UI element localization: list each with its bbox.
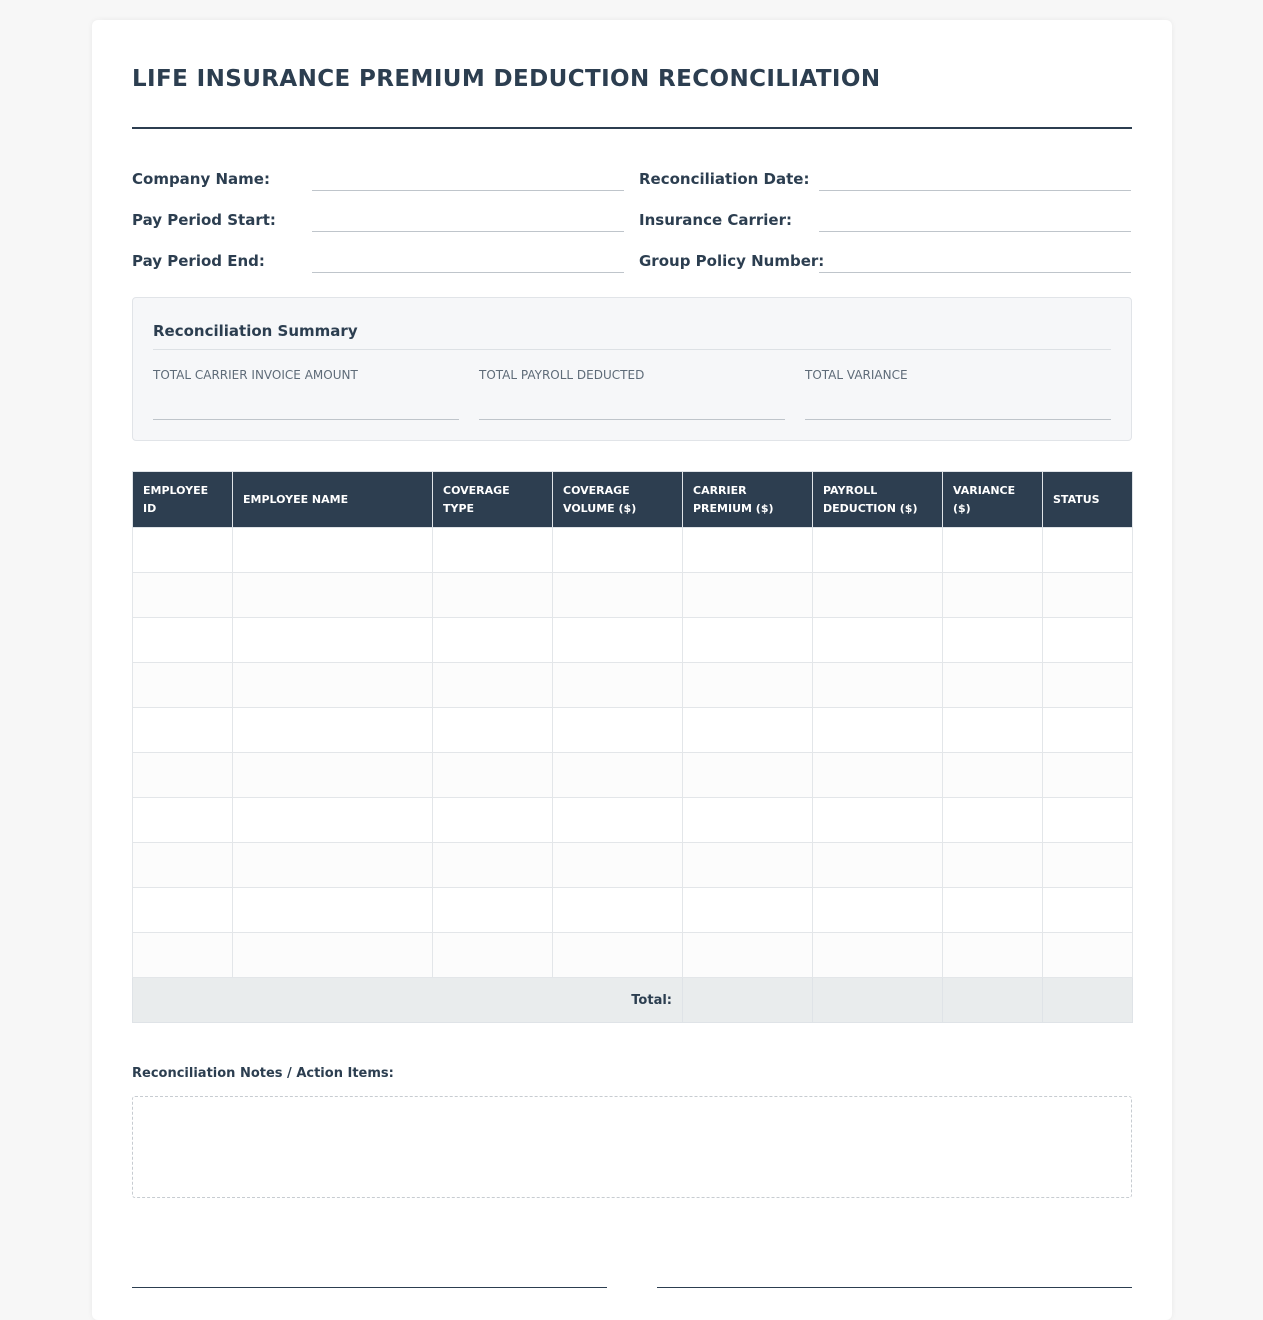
table-cell[interactable] — [683, 933, 813, 978]
table-row — [133, 708, 1133, 753]
table-cell[interactable] — [943, 708, 1043, 753]
table-cell[interactable] — [133, 933, 233, 978]
table-cell[interactable] — [813, 843, 943, 888]
pay-period-start-field[interactable] — [132, 203, 624, 233]
table-cell[interactable] — [813, 663, 943, 708]
table-cell[interactable] — [813, 888, 943, 933]
table-cell[interactable] — [133, 663, 233, 708]
table-cell[interactable] — [1043, 753, 1133, 798]
notes-textarea[interactable] — [132, 1096, 1132, 1198]
table-cell[interactable] — [943, 528, 1043, 573]
table-cell[interactable] — [943, 888, 1043, 933]
table-cell[interactable] — [1043, 708, 1133, 753]
table-cell[interactable] — [433, 528, 553, 573]
table-cell[interactable] — [813, 933, 943, 978]
table-cell[interactable] — [433, 573, 553, 618]
col-header-employee-name: EMPLOYEE NAME — [233, 472, 433, 528]
table-cell[interactable] — [553, 933, 683, 978]
table-cell[interactable] — [683, 798, 813, 843]
table-cell[interactable] — [233, 528, 433, 573]
table-cell[interactable] — [133, 528, 233, 573]
table-cell[interactable] — [433, 798, 553, 843]
table-cell[interactable] — [133, 708, 233, 753]
table-cell[interactable] — [433, 753, 553, 798]
notes-label: Reconciliation Notes / Action Items: — [132, 1066, 394, 1081]
pay-period-start-label: Pay Period Start: — [132, 211, 276, 229]
table-cell[interactable] — [233, 933, 433, 978]
table-row — [133, 798, 1133, 843]
table-cell[interactable] — [133, 573, 233, 618]
table-cell[interactable] — [553, 798, 683, 843]
document-title: LIFE INSURANCE PREMIUM DEDUCTION RECONCILIATION — [132, 66, 881, 92]
table-cell[interactable] — [683, 888, 813, 933]
table-cell[interactable] — [233, 798, 433, 843]
table-cell[interactable] — [233, 753, 433, 798]
table-cell[interactable] — [133, 888, 233, 933]
total-variance-line[interactable] — [805, 419, 1111, 420]
insurance-carrier-label: Insurance Carrier: — [639, 211, 792, 229]
table-cell[interactable] — [133, 798, 233, 843]
table-cell[interactable] — [943, 843, 1043, 888]
table-cell[interactable] — [433, 708, 553, 753]
table-row — [133, 843, 1133, 888]
table-cell[interactable] — [943, 663, 1043, 708]
reconciliation-date-label: Reconciliation Date: — [639, 170, 810, 188]
table-cell[interactable] — [553, 528, 683, 573]
company-name-label: Company Name: — [132, 170, 270, 188]
total-variance-label: TOTAL VARIANCE — [805, 368, 908, 382]
table-cell[interactable] — [433, 663, 553, 708]
table-cell[interactable] — [233, 888, 433, 933]
total-payroll-deducted-line[interactable] — [479, 419, 785, 420]
col-header-carrier-premium: CARRIER PREMIUM ($) — [683, 472, 813, 528]
table-cell[interactable] — [553, 708, 683, 753]
title-divider — [132, 127, 1132, 129]
total-payroll-deduction-cell[interactable] — [813, 978, 943, 1023]
total-carrier-premium-cell[interactable] — [683, 978, 813, 1023]
table-cell[interactable] — [1043, 528, 1133, 573]
table-cell[interactable] — [683, 618, 813, 663]
total-variance-field[interactable] — [805, 368, 1111, 420]
table-cell[interactable] — [1043, 843, 1133, 888]
table-cell[interactable] — [233, 843, 433, 888]
table-cell[interactable] — [813, 753, 943, 798]
signature-line-left[interactable] — [132, 1287, 607, 1288]
table-cell[interactable] — [683, 843, 813, 888]
table-cell[interactable] — [553, 843, 683, 888]
table-cell[interactable] — [813, 708, 943, 753]
group-policy-number-field[interactable] — [639, 244, 1131, 274]
table-cell[interactable] — [683, 528, 813, 573]
col-header-coverage-type: COVERAGE TYPE — [433, 472, 553, 528]
signature-line-right[interactable] — [657, 1287, 1132, 1288]
table-cell[interactable] — [433, 618, 553, 663]
table-cell[interactable] — [433, 843, 553, 888]
table-cell[interactable] — [1043, 663, 1133, 708]
pay-period-end-field[interactable] — [132, 244, 624, 274]
table-header-row — [133, 472, 1133, 528]
total-payroll-deducted-field[interactable] — [479, 368, 785, 420]
col-header-coverage-volume: COVERAGE VOLUME ($) — [553, 472, 683, 528]
table-cell[interactable] — [943, 933, 1043, 978]
table-cell[interactable] — [433, 888, 553, 933]
reconciliation-summary-panel — [132, 297, 1132, 441]
table-cell[interactable] — [813, 798, 943, 843]
company-name-line[interactable] — [312, 190, 624, 191]
insurance-carrier-field[interactable] — [639, 203, 1131, 233]
total-status-cell[interactable] — [1043, 978, 1133, 1023]
table-cell[interactable] — [233, 708, 433, 753]
summary-divider — [153, 349, 1111, 350]
group-policy-number-line[interactable] — [819, 272, 1131, 273]
table-cell[interactable] — [553, 618, 683, 663]
table-row — [133, 753, 1133, 798]
table-cell[interactable] — [233, 573, 433, 618]
company-name-field[interactable] — [132, 162, 624, 192]
table-row — [133, 573, 1133, 618]
table-cell[interactable] — [433, 933, 553, 978]
pay-period-end-line[interactable] — [312, 272, 624, 273]
table-cell[interactable] — [683, 708, 813, 753]
table-cell[interactable] — [1043, 618, 1133, 663]
col-header-employee-id: EMPLOYEE ID — [133, 472, 233, 528]
table-cell[interactable] — [683, 753, 813, 798]
table-cell[interactable] — [133, 618, 233, 663]
table-row — [133, 528, 1133, 573]
reconciliation-table — [132, 471, 1133, 1023]
table-cell[interactable] — [683, 663, 813, 708]
col-header-variance: VARIANCE ($) — [943, 472, 1043, 528]
table-cell[interactable] — [1043, 933, 1133, 978]
col-header-payroll-deduction: PAYROLL DEDUCTION ($) — [813, 472, 943, 528]
total-carrier-invoice-label: TOTAL CARRIER INVOICE AMOUNT — [153, 368, 358, 382]
table-total-row — [133, 978, 1133, 1023]
total-payroll-deducted-label: TOTAL PAYROLL DEDUCTED — [479, 368, 645, 382]
table-cell[interactable] — [943, 798, 1043, 843]
table-cell[interactable] — [553, 573, 683, 618]
table-cell[interactable] — [233, 618, 433, 663]
total-variance-cell[interactable] — [943, 978, 1043, 1023]
table-cell[interactable] — [1043, 798, 1133, 843]
table-cell[interactable] — [133, 753, 233, 798]
total-carrier-invoice-field[interactable] — [153, 368, 459, 420]
reconciliation-date-line[interactable] — [819, 190, 1131, 191]
table-cell[interactable] — [813, 618, 943, 663]
table-cell[interactable] — [1043, 573, 1133, 618]
table-cell[interactable] — [943, 753, 1043, 798]
document-page — [92, 20, 1172, 1320]
table-row — [133, 933, 1133, 978]
total-carrier-invoice-line[interactable] — [153, 419, 459, 420]
table-cell[interactable] — [683, 573, 813, 618]
table-cell[interactable] — [553, 663, 683, 708]
pay-period-end-label: Pay Period End: — [132, 252, 265, 270]
pay-period-start-line[interactable] — [312, 231, 624, 232]
table-cell[interactable] — [133, 843, 233, 888]
col-header-status: STATUS — [1043, 472, 1133, 528]
total-label: Total: — [133, 978, 683, 1023]
insurance-carrier-line[interactable] — [819, 231, 1131, 232]
table-cell[interactable] — [233, 663, 433, 708]
table-row — [133, 663, 1133, 708]
table-row — [133, 888, 1133, 933]
table-cell[interactable] — [813, 528, 943, 573]
table-row — [133, 618, 1133, 663]
summary-title: Reconciliation Summary — [153, 322, 358, 340]
table-cell[interactable] — [943, 618, 1043, 663]
table-cell[interactable] — [1043, 888, 1133, 933]
group-policy-number-label: Group Policy Number: — [639, 252, 825, 270]
table-cell[interactable] — [943, 573, 1043, 618]
table-cell[interactable] — [813, 573, 943, 618]
table-cell[interactable] — [553, 888, 683, 933]
reconciliation-date-field[interactable] — [639, 162, 1131, 192]
table-cell[interactable] — [553, 753, 683, 798]
